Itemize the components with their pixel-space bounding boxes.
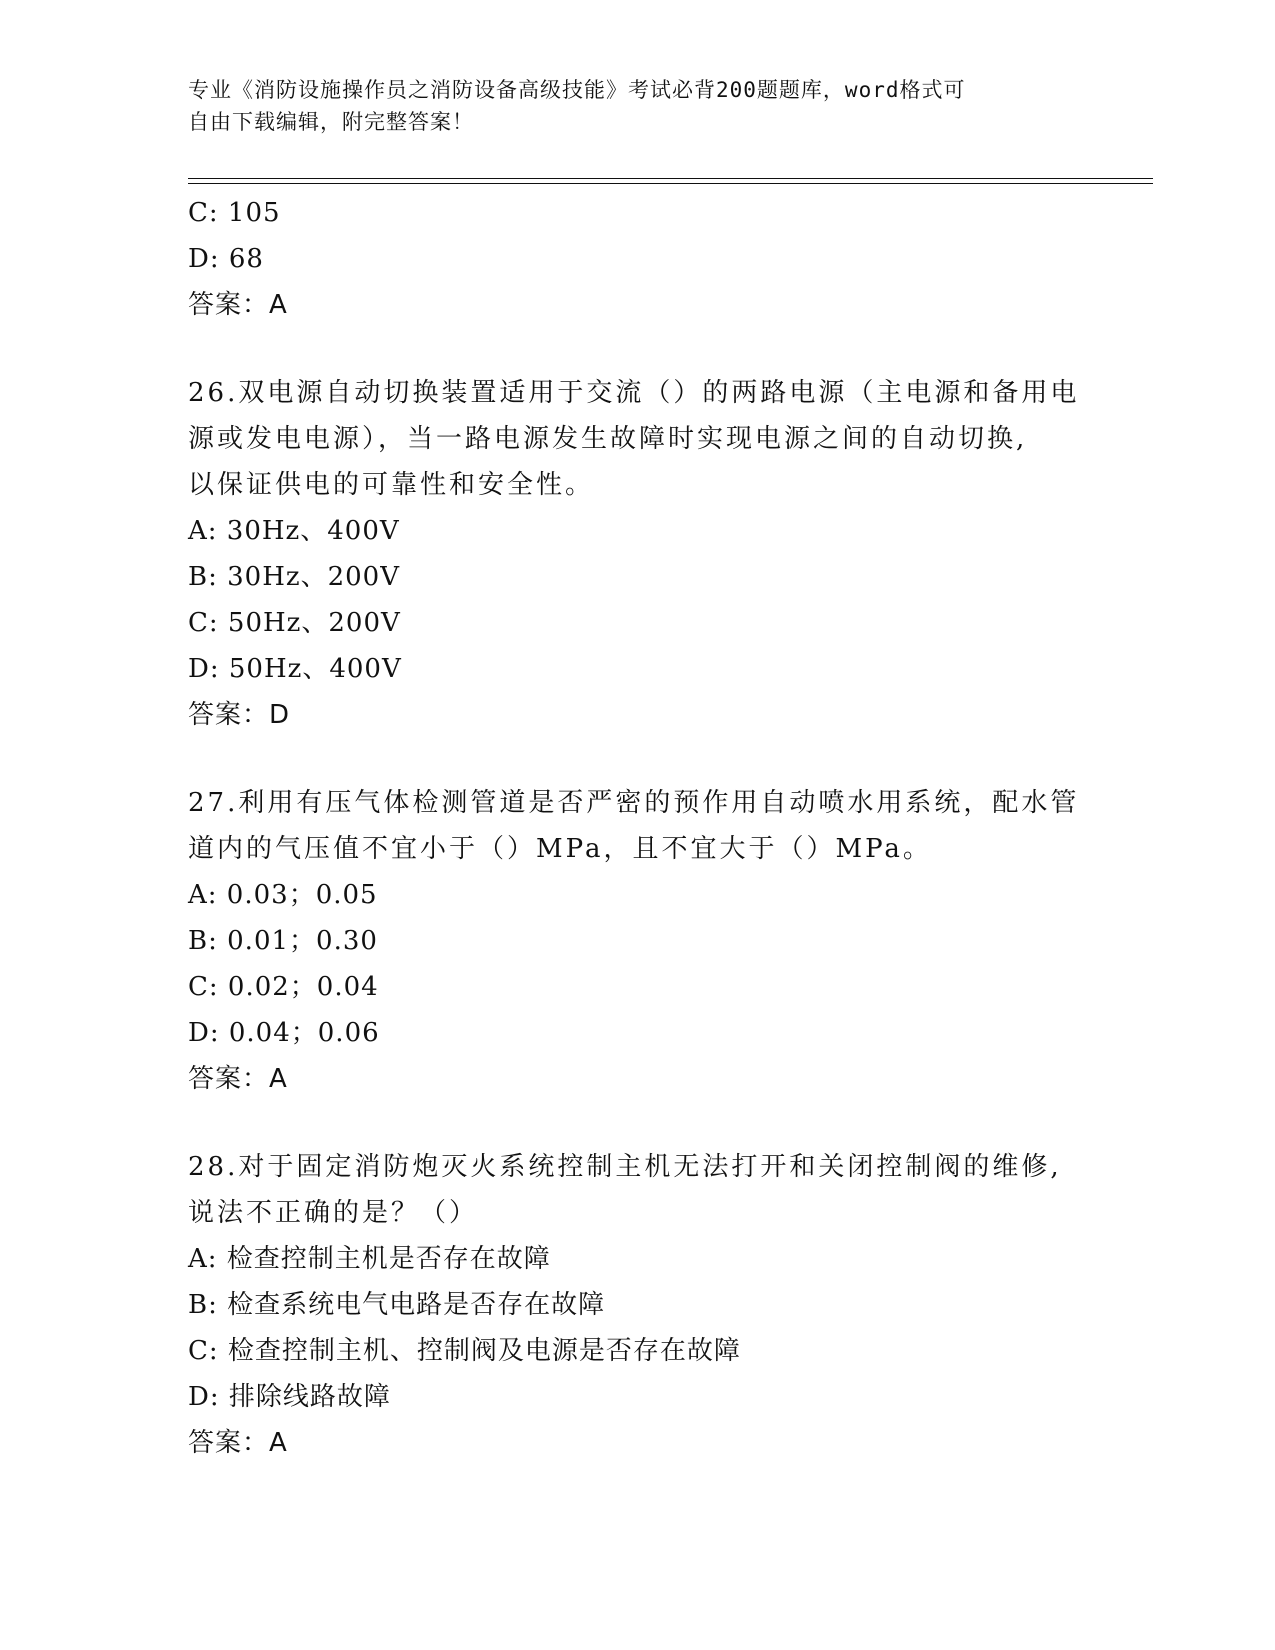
question-25-answer: 答案：A — [188, 290, 288, 320]
question-25-option-c: C: 105 — [188, 198, 281, 228]
header-divider-bottom — [188, 183, 1153, 184]
question-28-option-b: B: 检查系统电气电路是否存在故障 — [188, 1290, 606, 1320]
question-26-text-line-2: 源或发电电源），当一路电源发生故障时实现电源之间的自动切换, — [188, 424, 1028, 454]
question-27-answer: 答案：A — [188, 1064, 288, 1094]
question-26-option-d: D: 50Hz、400V — [188, 654, 402, 684]
question-list — [188, 190, 1088, 1466]
question-28-text-line-2: 说法不正确的是？（） — [188, 1198, 479, 1228]
question-28-answer: 答案：A — [188, 1428, 288, 1458]
question-26 — [188, 370, 1088, 738]
document-header — [188, 74, 1068, 138]
question-26-option-a: A: 30Hz、400V — [188, 516, 400, 546]
spacer — [188, 328, 1088, 370]
question-26-text-line-1: 26.双电源自动切换装置适用于交流（）的两路电源（主电源和备用电 — [188, 378, 1080, 408]
question-27-option-d: D: 0.04；0.06 — [188, 1018, 380, 1048]
question-25 — [188, 190, 1088, 328]
question-28-option-c: C: 检查控制主机、控制阀及电源是否存在故障 — [188, 1336, 741, 1366]
question-28-option-a: A: 检查控制主机是否存在故障 — [188, 1244, 551, 1274]
question-25-option-d: D: 68 — [188, 244, 264, 274]
question-27-option-a: A: 0.03；0.05 — [188, 880, 378, 910]
header-title-line-2: 自由下载编辑，附完整答案！ — [188, 110, 474, 134]
question-27 — [188, 780, 1088, 1102]
header-divider-top — [188, 178, 1153, 179]
question-27-option-b: B: 0.01；0.30 — [188, 926, 378, 956]
question-27-option-c: C: 0.02；0.04 — [188, 972, 379, 1002]
spacer — [188, 1102, 1088, 1144]
question-26-text-line-3: 以保证供电的可靠性和安全性。 — [188, 470, 595, 500]
question-27-text-line-2: 道内的气压值不宜小于（）MPa，且不宜大于（）MPa。 — [188, 834, 932, 864]
question-28-text-line-1: 28.对于固定消防炮灭火系统控制主机无法打开和关闭控制阀的维修, — [188, 1152, 1062, 1182]
question-28-option-d: D: 排除线路故障 — [188, 1382, 391, 1412]
question-26-option-b: B: 30Hz、200V — [188, 562, 400, 592]
spacer — [188, 738, 1088, 780]
question-26-answer: 答案：D — [188, 700, 291, 730]
header-title-line-1: 专业《消防设施操作员之消防设备高级技能》考试必背200题题库，word格式可 — [188, 78, 966, 102]
question-27-text-line-1: 27.利用有压气体检测管道是否严密的预作用自动喷水用系统，配水管 — [188, 788, 1080, 818]
question-28 — [188, 1144, 1088, 1466]
question-26-option-c: C: 50Hz、200V — [188, 608, 401, 638]
